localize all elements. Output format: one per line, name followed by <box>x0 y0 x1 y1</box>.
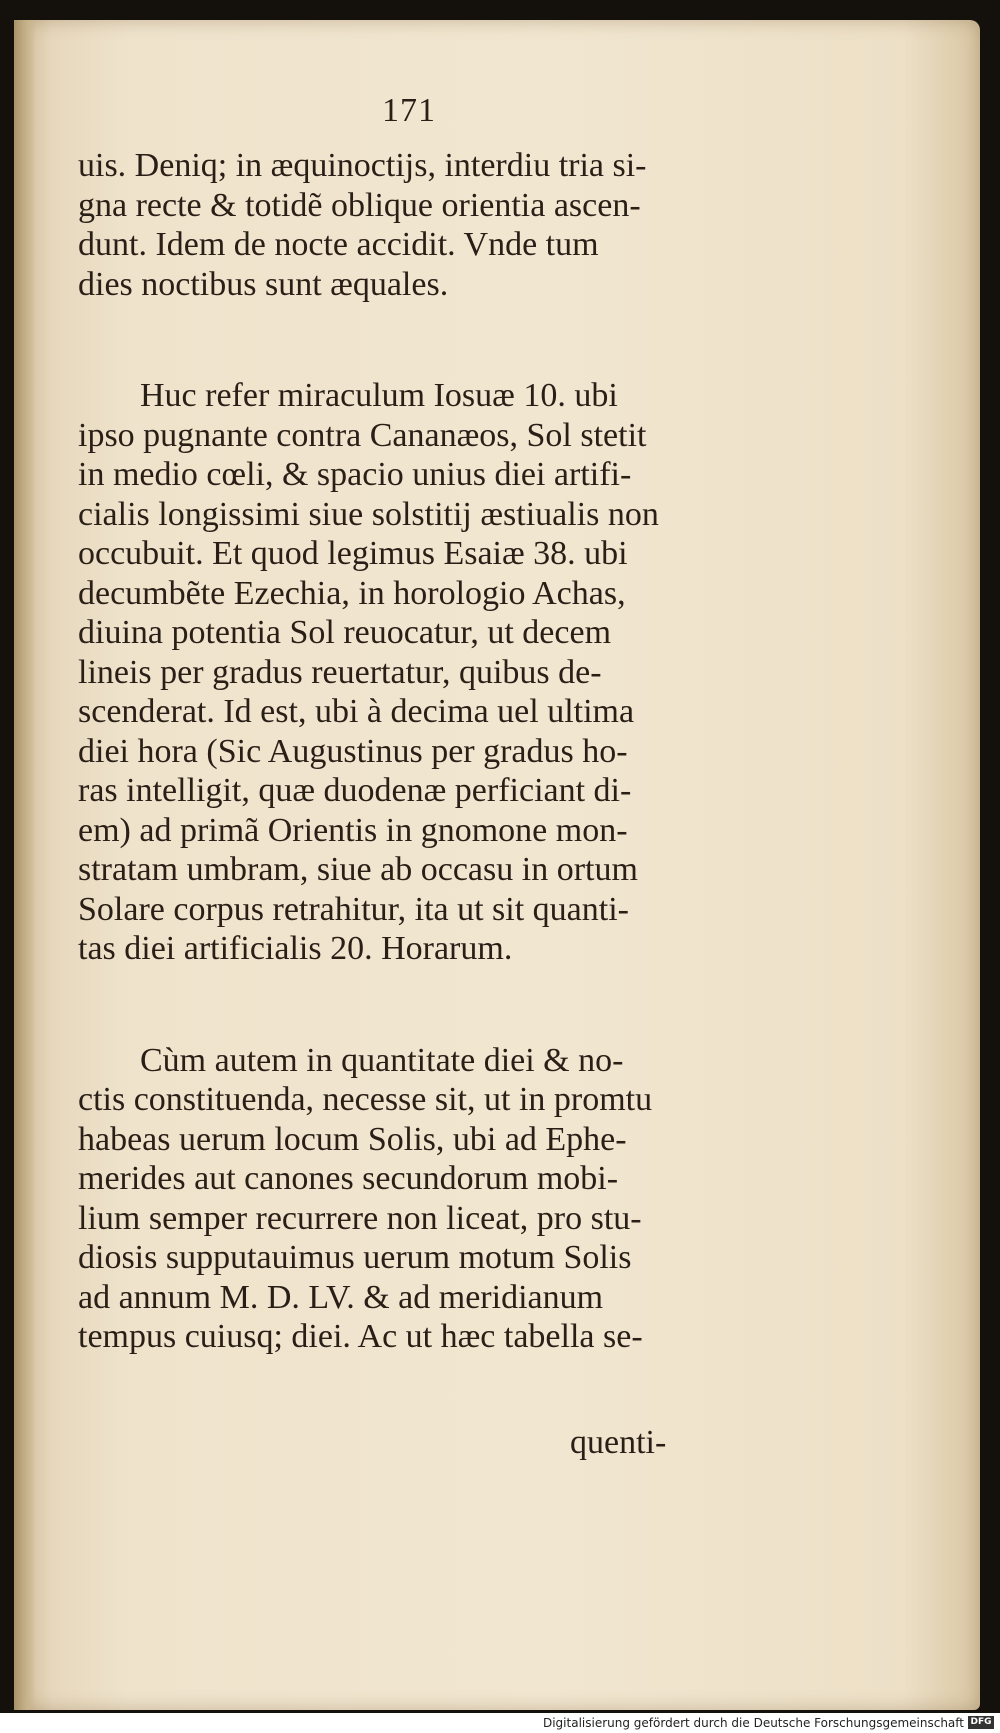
catchword: quenti- <box>570 1424 667 1461</box>
text-line: cialis longissimi siue solstitij æstiualis non <box>78 495 659 533</box>
text-line: dunt. Idem de nocte accidit. Vnde tum <box>78 226 599 263</box>
text-line: stratam umbram, siue ab occasu in ortum <box>78 851 638 888</box>
text-line: dies noctibus sunt æquales. <box>78 265 449 303</box>
text-line: ad annum M. D. LV. & ad meridianum <box>78 1278 604 1316</box>
text-line: ipso pugnante contra Cananæos, Sol stetit <box>78 416 647 454</box>
text-line: occubuit. Et quod legimus Esaiæ 38. ubi <box>78 535 628 572</box>
text-line: in medio cœli, & spacio unius diei artifi- <box>78 456 632 493</box>
text-line: ctis constituenda, necesse sit, ut in promtu <box>78 1081 653 1118</box>
text-line: gna recte & totidẽ oblique orientia ascen- <box>78 186 641 224</box>
text-line: merides aut canones secundorum mobi- <box>78 1160 619 1197</box>
text-line: lium semper recurrere non liceat, pro stu- <box>78 1199 642 1237</box>
text-line: Huc refer miraculum Iosuæ 10. ubi <box>140 377 618 414</box>
text-line: scenderat. Id est, ubi à decima uel ultima <box>78 693 635 730</box>
text-line: em) ad primã Orientis in gnomone mon- <box>78 811 628 849</box>
body-text <box>78 146 758 1357</box>
text-line: tempus cuiusq; diei. Ac ut hæc tabella se- <box>78 1318 643 1355</box>
text-line: tas diei artificialis 20. Horarum. <box>78 930 513 967</box>
text-line: uis. Deniq; in æquinoctijs, interdiu tria si- <box>78 147 647 184</box>
text-line: ras intelligit, quæ duodenæ perficiant di- <box>78 772 632 809</box>
dfg-logo-icon: DFG <box>968 1716 994 1729</box>
text-line: lineis per gradus reuertatur, quibus de- <box>78 653 602 691</box>
text-line: Solare corpus retrahitur, ita ut sit quanti- <box>78 890 629 928</box>
paragraph-gap <box>78 304 758 376</box>
text-line: habeas uerum locum Solis, ubi ad Ephe- <box>78 1120 627 1158</box>
text-line: decumbẽte Ezechia, in horologio Achas, <box>78 574 626 612</box>
footer-credit: Digitalisierung gefördert durch die Deutsche Forschungsgemeinschaft <box>542 1716 964 1730</box>
text-line: diuina potentia Sol reuocatur, ut decem <box>78 614 612 651</box>
text-line: diei hora (Sic Augustinus per gradus ho- <box>78 732 628 770</box>
page-gutter <box>14 20 36 1710</box>
text-line: diosis supputauimus uerum motum Solis <box>78 1239 632 1276</box>
text-line: Cùm autem in quantitate diei & no- <box>140 1041 624 1079</box>
page-number: 171 <box>382 92 436 129</box>
paragraph-gap <box>78 969 758 1041</box>
